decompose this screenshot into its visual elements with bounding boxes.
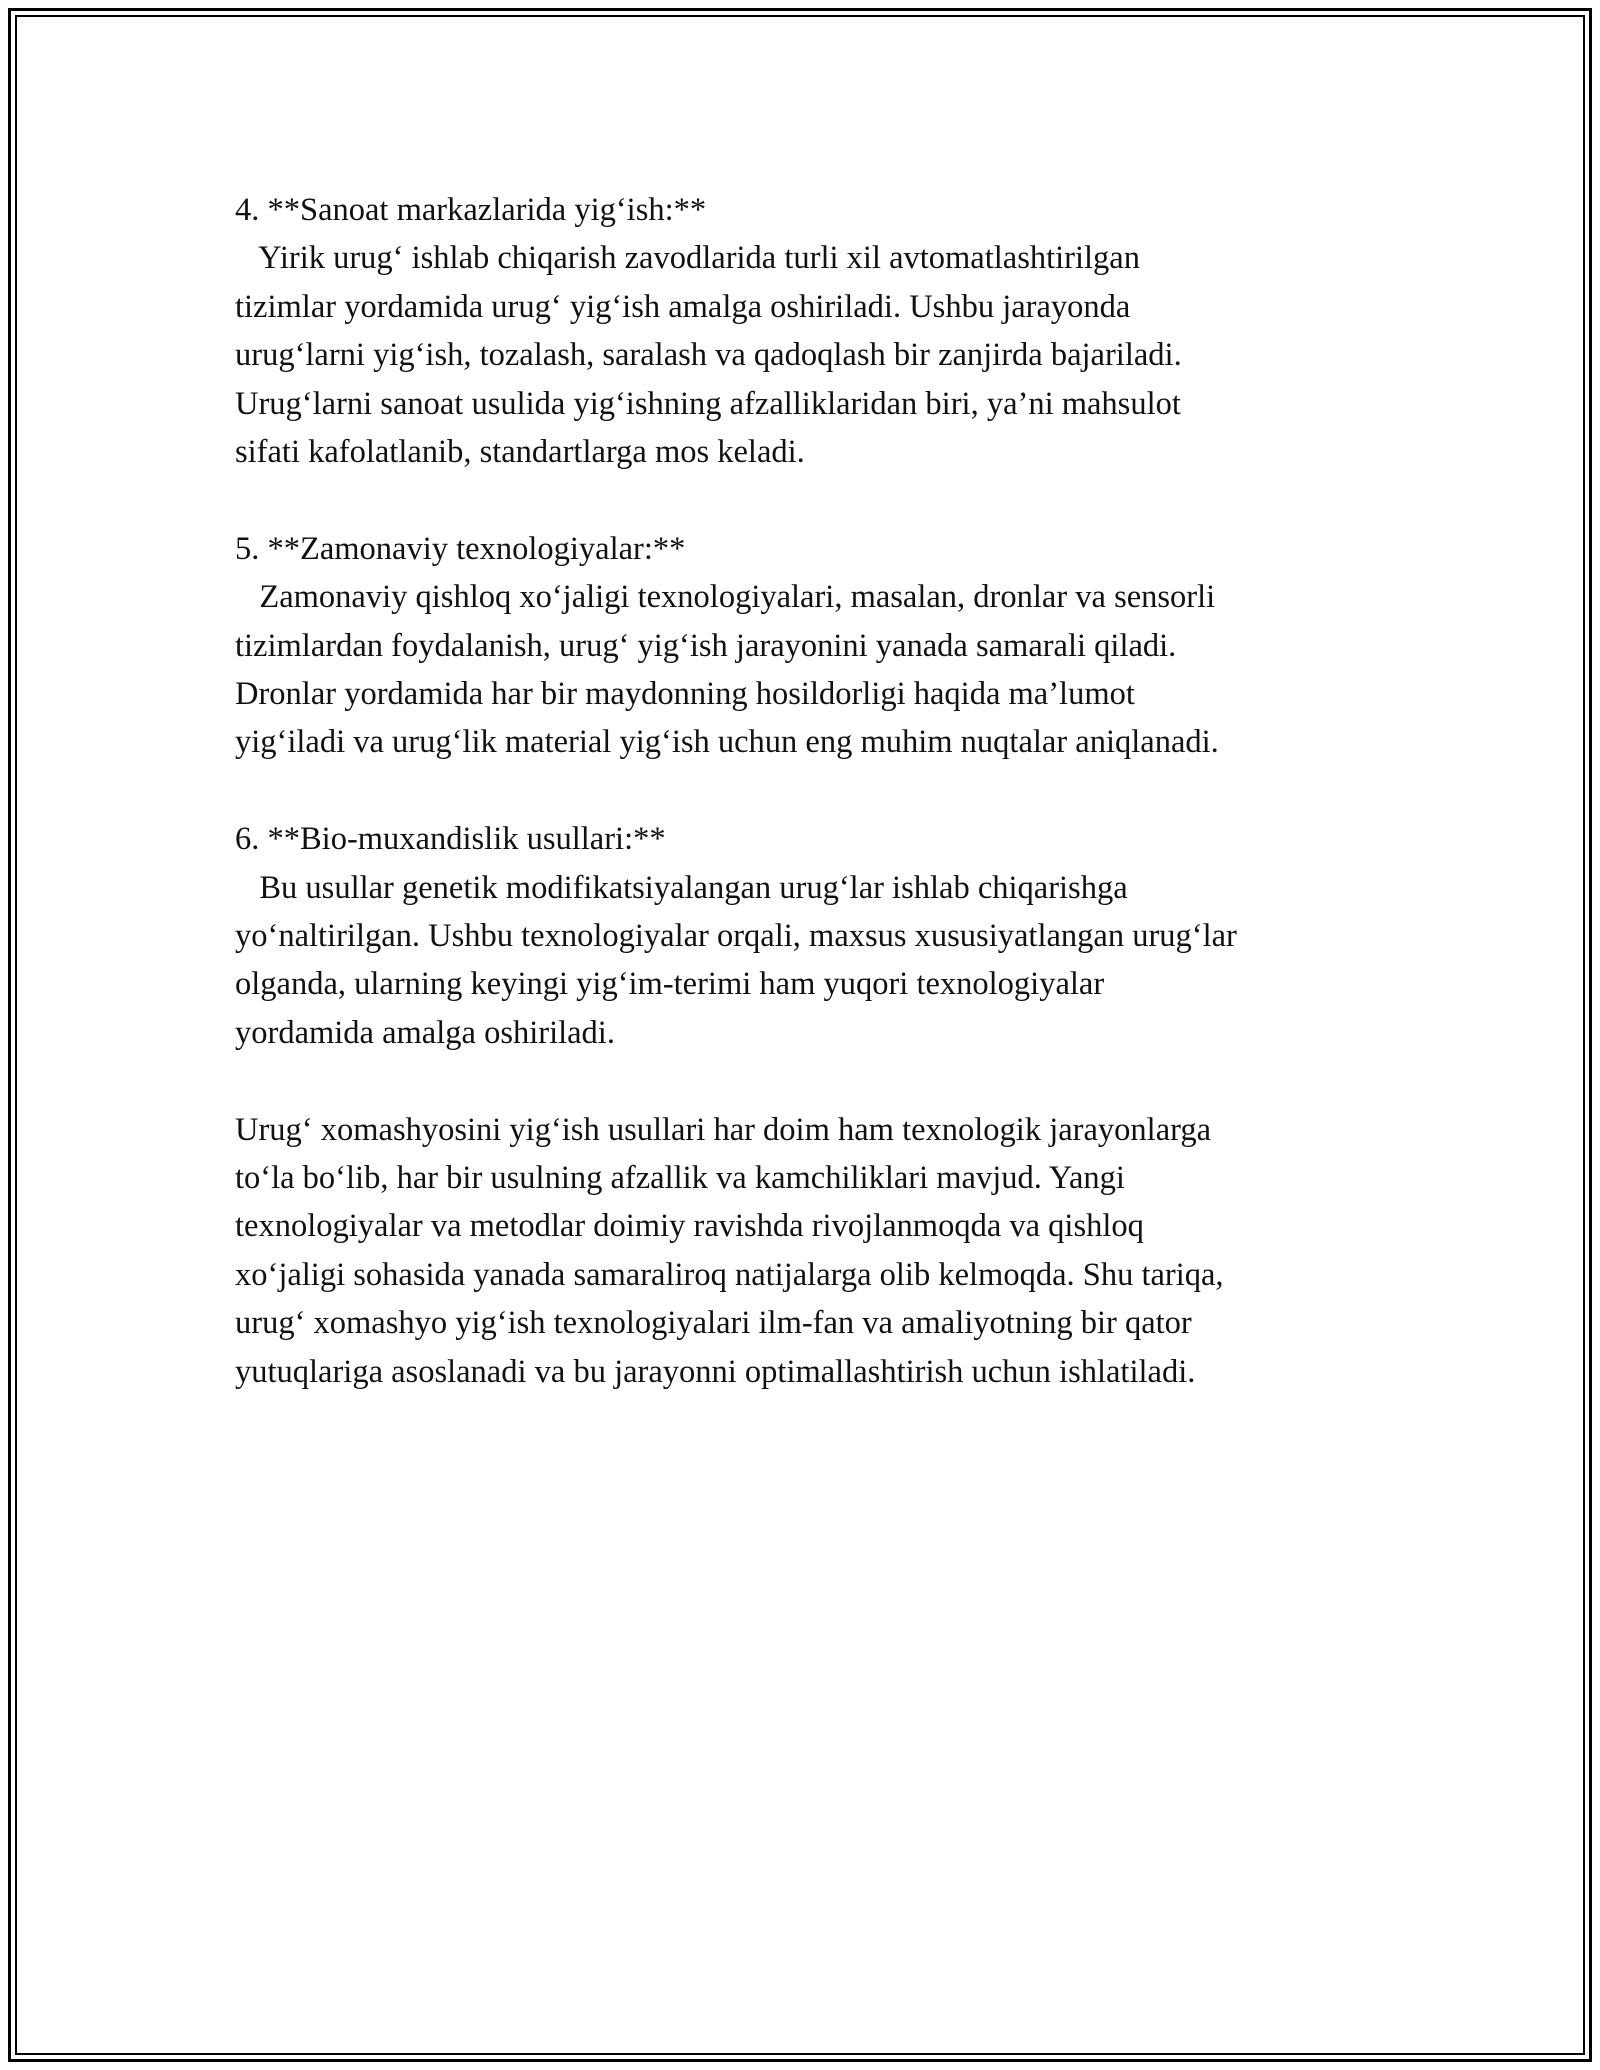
text-line: yig‘iladi va urug‘lik material yig‘ish uchun eng muhim nuqtalar aniqlanadi. — [235, 724, 1219, 761]
paragraph-gap — [235, 476, 1395, 524]
text-line: Yirik urug‘ ishlab chiqarish zavodlarida turli xil avtomatlashtirilgan — [235, 240, 1140, 277]
paragraph-gap — [235, 1057, 1395, 1105]
document-body — [235, 186, 1395, 1396]
text-line: Urug‘larni sanoat usulida yig‘ishning afzalliklaridan biri, ya’ni mahsulot — [235, 385, 1181, 422]
text-line: urug‘larni yig‘ish, tozalash, saralash va qadoqlash bir zanjirda bajariladi. — [235, 337, 1182, 374]
text-line: sifati kafolatlanib, standartlarga mos keladi. — [235, 434, 805, 471]
text-line: yo‘naltirilgan. Ushbu texnologiyalar orqali, maxsus xususiyatlangan urug‘lar — [235, 918, 1237, 955]
conclusion-line: to‘la bo‘lib, har bir usulning afzallik va kamchiliklari mavjud. Yangi — [235, 1160, 1125, 1197]
conclusion-line: xo‘jaligi sohasida yanada samaraliroq natijalarga olib kelmoqda. Shu tariqa, — [235, 1256, 1224, 1293]
text-line: Zamonaviy qishloq xo‘jaligi texnologiyalari, masalan, dronlar va sensorli — [235, 579, 1216, 616]
section-5-heading: 5. **Zamonaviy texnologiyalar:** — [235, 530, 686, 567]
text-line: yordamida amalga oshiriladi. — [235, 1014, 615, 1051]
conclusion-line: texnologiyalar va metodlar doimiy ravishda rivojlanmoqda va qishloq — [235, 1208, 1144, 1245]
conclusion-line: urug‘ xomashyo yig‘ish texnologiyalari ilm-fan va amaliyotning bir qator — [235, 1305, 1192, 1342]
text-line: Bu usullar genetik modifikatsiyalangan urug‘lar ishlab chiqarishga — [235, 869, 1128, 906]
section-4-heading: 4. **Sanoat markazlarida yig‘ish:** — [235, 192, 707, 228]
paragraph-gap — [235, 767, 1395, 815]
conclusion-line: Urug‘ xomashyosini yig‘ish usullari har doim ham texnologik jarayonlarga — [235, 1111, 1212, 1148]
text-line: Dronlar yordamida har bir maydonning hosildorligi haqida ma’lumot — [235, 676, 1135, 713]
text-line: olganda, ularning keyingi yig‘im-terimi ham yuqori texnologiyalar — [235, 966, 1105, 1003]
text-line: tizimlardan foydalanish, urug‘ yig‘ish jarayonini yanada samarali qiladi. — [235, 627, 1177, 664]
section-6-heading: 6. **Bio-muxandislik usullari:** — [235, 821, 666, 858]
text-line: tizimlar yordamida urug‘ yig‘ish amalga oshiriladi. Ushbu jarayonda — [235, 288, 1131, 325]
conclusion-line: yutuqlariga asoslanadi va bu jarayonni optimallashtirish uchun ishlatiladi. — [235, 1353, 1196, 1390]
